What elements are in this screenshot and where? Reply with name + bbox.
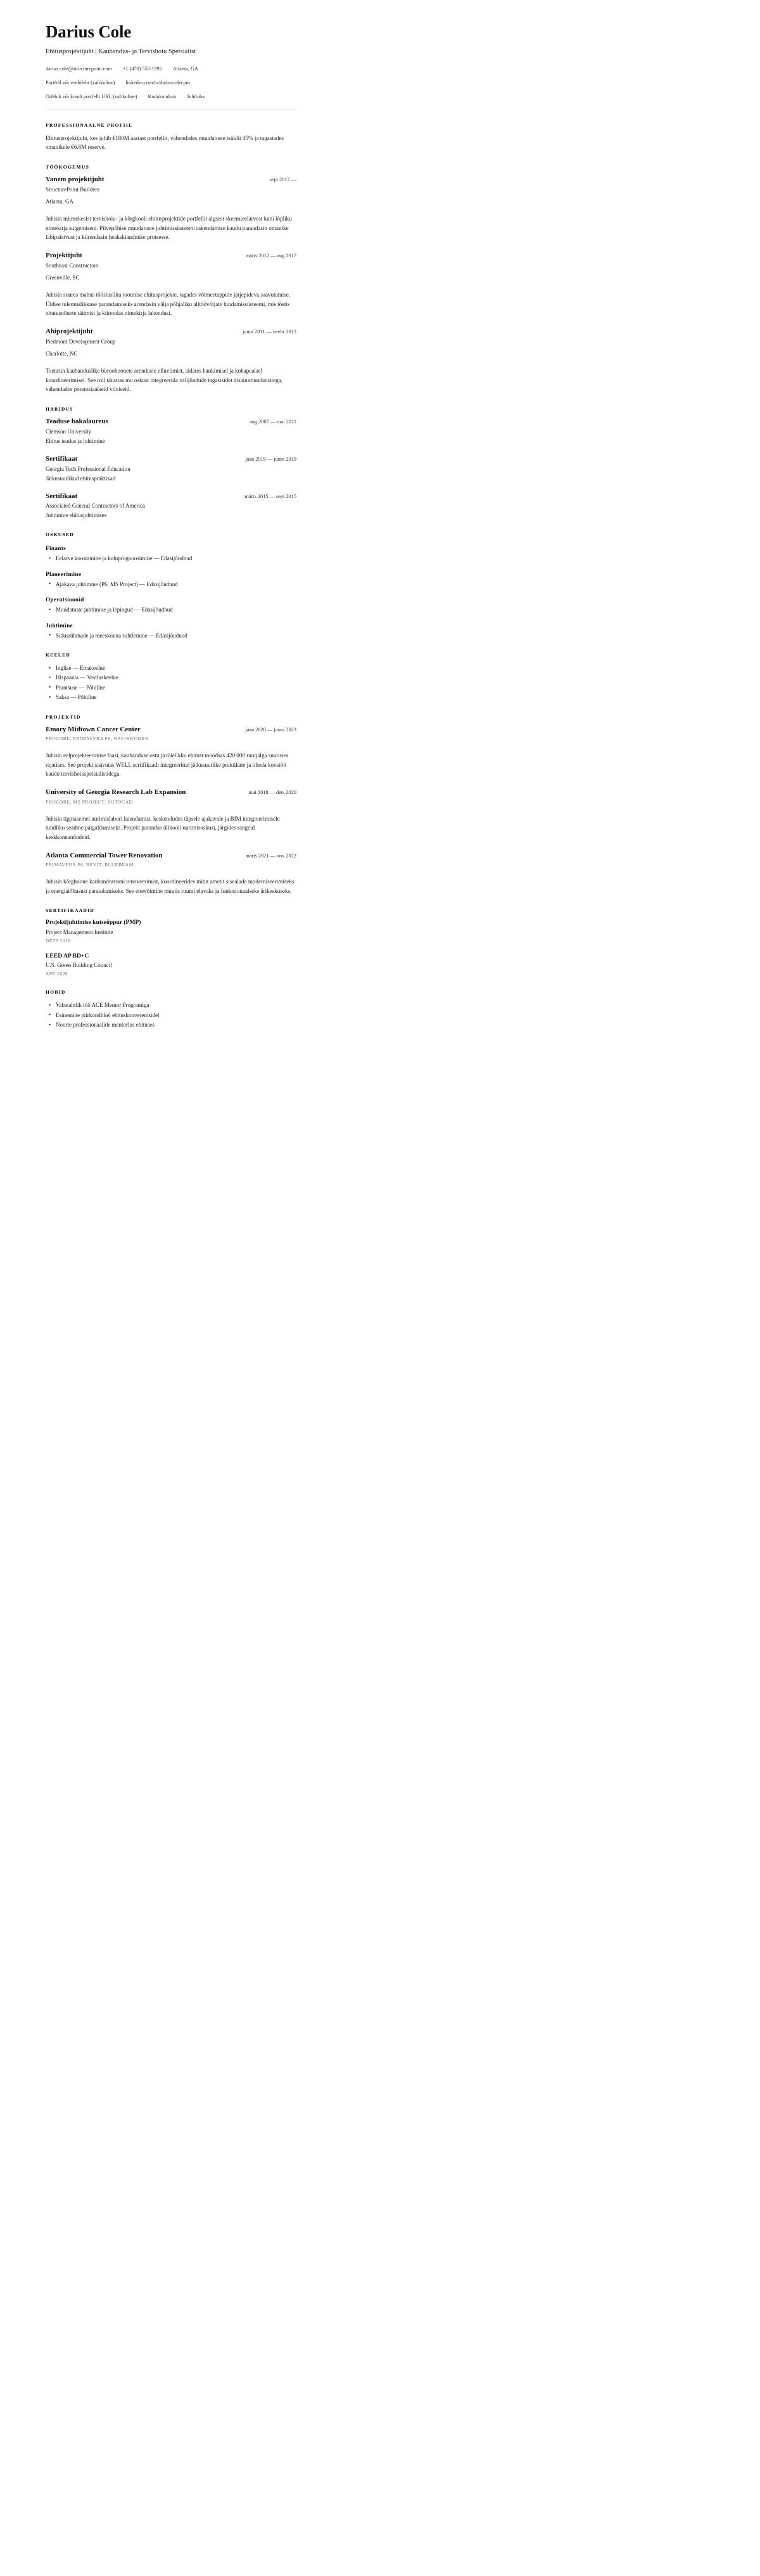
project-title: University of Georgia Research Lab Expansion [46,788,186,797]
job-location: Atlanta, GA [46,198,73,205]
job-company: Piedmont Development Group [46,338,116,345]
school-name: Clemson University [46,428,92,435]
project-entry-head [46,726,296,734]
education-entry [46,418,296,445]
project-date: märts 2021 — nov 2022 [245,852,296,859]
section-title-experience: TÖÖKOGEMUS [46,163,90,170]
skill-list [46,631,296,640]
education-entry [46,492,296,520]
job-title: Vanem projektijuht [46,175,104,183]
section-title-education: HARIDUS [46,406,73,412]
job-title: Projektijuht [46,251,82,259]
contact-linkedin[interactable]: linkedin.com/in/dariuscolecpm [125,80,191,86]
degree-date: aug 2007 — mai 2011 [250,418,296,425]
contact-location: Atlanta, GA [172,66,198,72]
experience-entry [46,176,296,242]
education-entry-head [46,455,296,464]
job-date: märts 2012 — aug 2017 [245,252,296,259]
skill-group [46,571,296,589]
hobby-item: • Esinemine piirkondlikel ehituskonverentsidel [56,1011,296,1020]
project-description: Juhisin kõrghoone kaubandustorni renoveerimist, koordineerides mitut ametit sisealade moderniseerimiseks ja energiatõhusust parandamiseks. See ettevõtmine muutis ruumi elavaks ja funktsionaalseks ärikeskuseks. [46,878,294,894]
field-of-study: Juhtimine ehitusjuhtimises [46,512,107,519]
experience-entry-head [46,252,296,260]
education-entry [46,455,296,483]
section-title-projects: PROJEKTID [46,714,81,720]
section-title-profile: PROFESSIONAALNE PROFIIL [46,122,133,128]
contact-email[interactable]: darius.cole@structurepoint.com [46,66,112,72]
language-item: • Prantsuse — Põhiline [56,683,296,692]
skill-list [46,554,296,563]
language-item: • Inglise — Emakeelne [56,663,296,672]
job-company: Southeast Constructors [46,262,99,269]
field-of-study: Jätkusuutlikud ehituspraktikad [46,475,116,482]
skill-list [46,605,296,614]
project-entry-head [46,852,296,861]
project-date: mai 2018 — dets 2020 [248,790,296,796]
contact-phone[interactable]: +1 (470) 555-1992 [122,66,162,72]
section-certifications [46,907,296,977]
certification-name: Projektijuhtimise kutseõppur (PMP) [46,919,141,926]
degree-date: märts 2015 — sept 2015 [244,493,296,499]
experience-entry [46,252,296,318]
education-entry-head [46,492,296,501]
profile-summary: Ehitusprojektijuht, kes juhib €180M aastast portfellit, vähendades muudatuste tsüklit 45% ja tagastades omanikele €6.8M reserve. [46,134,284,151]
contact-driving-license-label: Juhiluba [187,94,205,100]
resume-header [46,23,296,110]
contact-row-primary [46,65,296,72]
project-entry [46,726,296,779]
certification-issuer: U.S. Green Building Council [46,962,112,969]
skill-group [46,545,296,563]
degree-title: Sertifikaat [46,492,78,500]
project-title: Atlanta Commercial Tower Renovation [46,851,163,859]
project-tools: PROCORE, MS PROJECT, AUTOCAD [46,798,133,805]
project-entry-head [46,788,296,797]
language-list [46,663,296,702]
skill-list [46,580,296,589]
project-entry [46,852,296,896]
skill-item: • Muudatuste juhtimine ja lepingud — Edasijõudnud [56,605,296,614]
job-title: Abiprojektijuht [46,327,93,335]
section-languages [46,652,296,702]
school-name: Georgia Tech Professional Education [46,465,130,472]
degree-date: jaan 2019 — juuni 2019 [245,456,296,462]
section-title-languages: KEELED [46,652,71,658]
section-skills [46,532,296,640]
job-company: StructurePoint Builders [46,186,99,193]
hobby-list [46,1001,296,1029]
job-description: Toetasin kaubanduslike büroohoonete arenduste elluviimist, aidates hankimisel ja kohapealsel koordineerimisel. See roll täiustas mu oskust integreerida välijõudude tagasisidet disainimuudatustega, vähendades potentsiaalseid viiviseid. [46,367,283,393]
section-hobbies [46,989,296,1029]
experience-entry-head [46,176,296,184]
resume-page [0,0,760,1056]
certification-date: DETS 2018 [46,937,71,944]
experience-entry-head [46,328,296,336]
job-date: sept 2017 — [269,176,296,183]
section-title-hobbies: HOBID [46,989,66,996]
project-tools: PROCORE, PRIMAVERA P6, NAVISWORKS [46,736,149,742]
job-date: juuni 2011 — veebr 2012 [243,328,296,335]
degree-title: Teaduse bakalaureus [46,417,108,425]
experience-entry [46,328,296,394]
certification-name: LEED AP BD+C [46,952,89,959]
project-description: Juhisin eelprojekteerimise faasi, kaubanduse ostu ja täielikku ehitust moodsas 420 000 ruutjalga suuruses rajatises. See projekt saavutas WELL sertifikaadi integreeritud jätkusuutlike praktikate ja tiheda koostöö kaudu tervishoiuspetsialistidega. [46,752,289,778]
project-title: Emory Midtown Cancer Center [46,725,141,733]
education-entry-head [46,418,296,426]
skill-item: • Sidusrühmade ja meeskonna suhtlemine — Edasijõudnud [56,631,296,640]
section-education [46,406,296,520]
certification-entry [46,952,296,977]
job-location: Greenville, SC [46,274,80,281]
resume-content-column [46,23,296,1030]
candidate-name: Darius Cole [46,22,132,41]
skill-group-name: Juhtimine [46,622,73,629]
section-title-certifications: SERTIFIKAADID [46,907,95,914]
skill-group-name: Operatsioonid [46,596,84,603]
skill-item: • Eelarve koostamine ja kuluprognoosimine — Edasijõudnud [56,554,296,563]
hobby-item: • Noorte professionaalide mentorlus ehituses [56,1020,296,1029]
contact-citizenship-label: Kodakondsus [148,94,177,100]
section-title-skills: OSKUSED [46,532,75,538]
field-of-study: Ehitus teadus ja juhtimine [46,437,105,444]
degree-title: Sertifikaat [46,454,78,463]
contact-github-label[interactable]: GitHub või koodi portfelli URL (valikuline) [46,94,137,100]
language-item: • Hispaania — Vestluskeelne [56,673,296,682]
project-date: jaan 2020 — juuni 2023 [245,726,296,733]
skill-item: • Ajakava juhtimine (P6, MS Project) — Edasijõudnud [56,580,296,589]
section-projects [46,714,296,896]
certification-date: APR 2020 [46,970,68,977]
candidate-headline: Ehitusprojektijuht | Kaubandus- ja Tervishoiu Spetsialist [46,48,196,55]
skill-group [46,596,296,614]
certification-entry [46,919,296,944]
contact-portfolio-label[interactable]: Portfell või veebileht (valikuline) [46,80,115,86]
language-item: • Saksa — Põhiline [56,693,296,702]
skill-group-name: Planeerimine [46,570,82,577]
skill-group-name: Finants [46,545,66,552]
section-experience [46,164,296,394]
hobby-item: • Vabatahtlik töö ACE Mentor Programiga [56,1001,296,1009]
project-entry [46,788,296,842]
school-name: Associated General Contractors of America [46,503,145,509]
contact-row-extra [46,93,296,100]
section-profile [46,122,296,152]
job-description: Juhisin mitmekesist tervishoiu- ja kõrgkooli ehitusprojektide portfellit algsest skeemieelarvest kuni lõpliku nimekirja sulgemiseni. Pilvepõhise muudatuste juhtimissüsteemi rakendamise kaudu parandasin omanike läbipaistvust ja kiirendasin heakskiandmise protsesse. [46,215,292,241]
job-location: Charlotte, NC [46,350,78,357]
contact-row-portfolio [46,79,296,86]
project-description: Juhisin tipptasemel uurimislabori laiendamist, keskendudes täpsele ajakavale ja BIM integreerimisele tundliku seadme paigaldamiseks. Projekt parandas ülikooli uurimisoskusi, järgides rangeid keskkonnanõudeid. [46,815,280,840]
certification-issuer: Project Management Institute [46,928,113,935]
project-tools: PRIMAVERA P6, REVIT, BLUEBEAM [46,862,134,868]
skill-group [46,622,296,640]
job-description: Juhisin suures mahus tööstusliku tootmise ehitusprojekte, tagades võtmeetappide järjepideva saavutamise. Üldise tulemuslikkuse parandamiseks arendasin välja põhjaliku alltöövõtjate hindamissüsteemi, mis tõstis ohutusnõuete täitmist ja kiirendas nimekirja lahendusi. [46,291,291,317]
